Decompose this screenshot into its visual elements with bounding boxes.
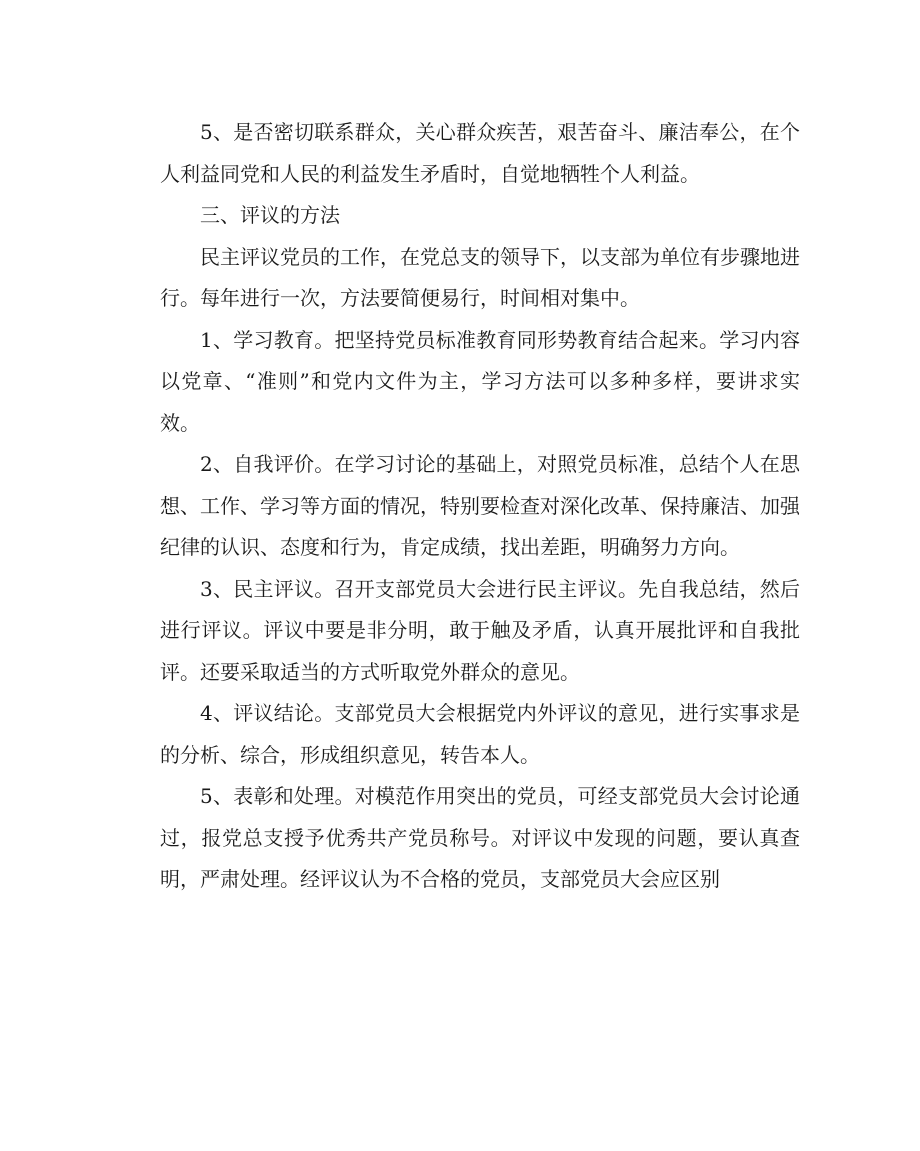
document-body (160, 112, 800, 901)
paragraph-step-1-study: 1、学习教育。把坚持党员标准教育同形势教育结合起来。学习内容以党章、“准则”和党内文件为主，学习方法可以多种多样，要讲求实效。 (160, 327, 800, 435)
section-heading-evaluation-method: 三、评议的方法 (200, 203, 340, 227)
paragraph-method-intro: 民主评议党员的工作，在党总支的领导下，以支部为单位有步骤地进行。每年进行一次，方法要简便易行，时间相对集中。 (160, 244, 800, 310)
paragraph-step-4-conclusion: 4、评议结论。支部党员大会根据党内外评议的意见，进行实事求是的分析、综合，形成组织意见，转告本人。 (160, 701, 800, 767)
paragraph-step-3-democratic-evaluation: 3、民主评议。召开支部党员大会进行民主评议。先自我总结，然后进行评议。评议中要是非分明，敢于触及矛盾，认真开展批评和自我批评。还要采取适当的方式听取党外群众的意见。 (160, 576, 800, 684)
paragraph-step-2-self-evaluation: 2、自我评价。在学习讨论的基础上，对照党员标准，总结个人在思想、工作、学习等方面的情况，特别要检查对深化改革、保持廉洁、加强纪律的认识、态度和行为，肯定成绩，找出差距，明确努力方向。 (160, 452, 800, 559)
paragraph-item-5-criteria: 5、是否密切联系群众，关心群众疾苦，艰苦奋斗、廉洁奉公，在个人利益同党和人民的利益发生矛盾时，自觉地牺牲个人利益。 (160, 120, 800, 186)
paragraph-step-5-commendation: 5、表彰和处理。对模范作用突出的党员，可经支部党员大会讨论通过，报党总支授予优秀共产党员称号。对评议中发现的问题，要认真查明，严肃处理。经评议认为不合格的党员，支部党员大会应区别 (160, 784, 800, 891)
